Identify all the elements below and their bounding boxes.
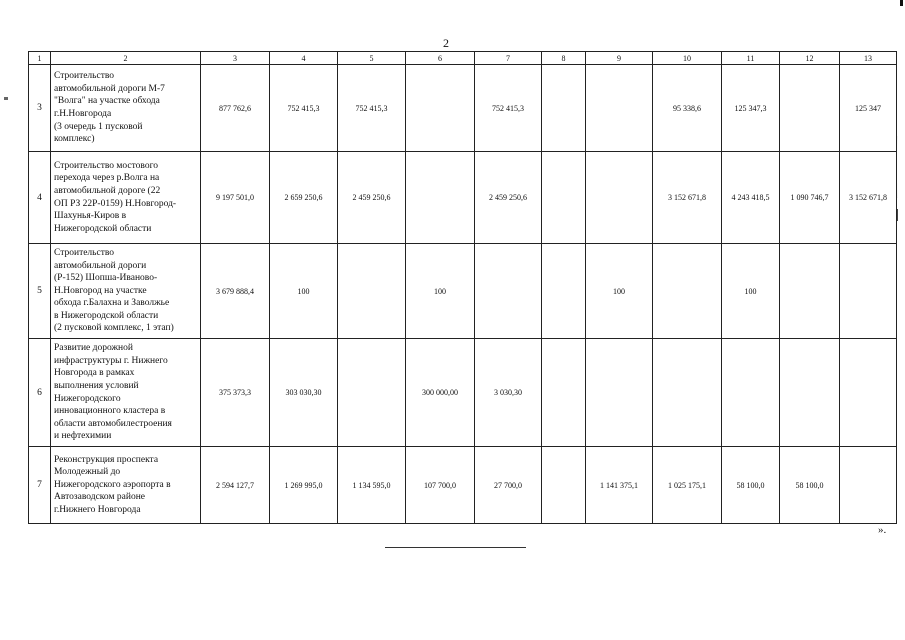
row-number: 3 (29, 65, 51, 152)
column-number: 9 (586, 52, 653, 65)
column-number: 10 (653, 52, 722, 65)
table-cell: 877 762,6 (201, 65, 270, 152)
table-cell: 3 152 671,8 (840, 152, 897, 244)
table-cell: 100 (722, 244, 780, 339)
column-number: 3 (201, 52, 270, 65)
table-cell: 2 459 250,6 (338, 152, 406, 244)
table-cell (780, 244, 840, 339)
table-cell (586, 65, 653, 152)
table-cell (840, 244, 897, 339)
table-row (29, 447, 897, 524)
table-cell: 125 347 (840, 65, 897, 152)
table-cell (338, 339, 406, 447)
table-cell: 95 338,6 (653, 65, 722, 152)
column-number: 5 (338, 52, 406, 65)
table-cell (542, 447, 586, 524)
table-cell: 1 025 175,1 (653, 447, 722, 524)
project-name: Строительство автомобильной дороги М-7 "Волга" на участке обхода г.Н.Новгорода (3 очередь 1 пусковой комплекс) (51, 65, 201, 152)
project-name: Строительство автомобильной дороги (Р-152) Шопша-Иваново- Н.Новгород на участке обхода г.Балахна и Заволжье в Нижегородской области (2 пусковой комплекс, 1 этап) (51, 244, 201, 339)
table-cell: 9 197 501,0 (201, 152, 270, 244)
header-row (29, 52, 897, 65)
table-cell: 1 269 995,0 (270, 447, 338, 524)
table-cell: 752 415,3 (270, 65, 338, 152)
column-number: 8 (542, 52, 586, 65)
page-number: 2 (443, 36, 449, 50)
table-cell (653, 244, 722, 339)
column-number: 1 (29, 52, 51, 65)
table-cell (542, 152, 586, 244)
table-cell: 2 459 250,6 (475, 152, 542, 244)
project-name: Развитие дорожной инфраструктуры г. Нижнего Новгорода в рамках выполнения условий Нижегородского инновационного кластера в области автомобилестроения и нефтехимии (51, 339, 201, 447)
table-cell (475, 244, 542, 339)
column-number: 13 (840, 52, 897, 65)
table-cell: 300 000,00 (406, 339, 475, 447)
table-cell: 100 (270, 244, 338, 339)
table-cell (586, 339, 653, 447)
table-cell: 1 134 595,0 (338, 447, 406, 524)
table-cell: 303 030,30 (270, 339, 338, 447)
table-cell: 752 415,3 (475, 65, 542, 152)
table-cell (406, 65, 475, 152)
table-cell: 125 347,3 (722, 65, 780, 152)
scan-mark-icon (900, 0, 903, 6)
table-row (29, 339, 897, 447)
project-name: Реконструкция проспекта Молодежный до Нижегородского аэропорта в Автозаводском районе г.Нижнего Новгорода (51, 447, 201, 524)
table-cell: 3 679 888,4 (201, 244, 270, 339)
table-cell: 100 (586, 244, 653, 339)
row-number: 7 (29, 447, 51, 524)
scan-mark-icon (4, 97, 8, 100)
table-cell (542, 339, 586, 447)
table-cell: 58 100,0 (780, 447, 840, 524)
column-number: 6 (406, 52, 475, 65)
column-number: 7 (475, 52, 542, 65)
table-cell: 3 030,30 (475, 339, 542, 447)
table-cell (542, 65, 586, 152)
bracket-mark-icon (897, 209, 900, 221)
row-number: 4 (29, 152, 51, 244)
table-cell: 58 100,0 (722, 447, 780, 524)
table-row (29, 65, 897, 152)
table-cell (586, 152, 653, 244)
project-name: Строительство мостового перехода через р.Волга на автомобильной дороге (22 ОП РЗ 22Р-0159) Н.Новгород- Шахунья-Киров в Нижегородской области (51, 152, 201, 244)
table-cell (840, 339, 897, 447)
table-cell (780, 65, 840, 152)
column-number: 2 (51, 52, 201, 65)
table-cell: 3 152 671,8 (653, 152, 722, 244)
table-cell: 752 415,3 (338, 65, 406, 152)
column-number: 11 (722, 52, 780, 65)
row-number: 6 (29, 339, 51, 447)
row-number: 5 (29, 244, 51, 339)
table-cell (722, 339, 780, 447)
table-cell: 4 243 418,5 (722, 152, 780, 244)
table-cell (780, 339, 840, 447)
column-number: 12 (780, 52, 840, 65)
footer-rule (385, 547, 526, 548)
table-cell: 2 659 250,6 (270, 152, 338, 244)
table-cell: 2 594 127,7 (201, 447, 270, 524)
budget-table (28, 51, 897, 524)
table-row (29, 152, 897, 244)
table-cell (406, 152, 475, 244)
table-cell: 107 700,0 (406, 447, 475, 524)
table-cell: 1 090 746,7 (780, 152, 840, 244)
table-cell (338, 244, 406, 339)
table-cell: 1 141 375,1 (586, 447, 653, 524)
table-row (29, 244, 897, 339)
table-cell: 375 373,3 (201, 339, 270, 447)
table-cell (542, 244, 586, 339)
closing-quote: ». (878, 524, 887, 536)
column-number: 4 (270, 52, 338, 65)
table-cell (840, 447, 897, 524)
table-cell (653, 339, 722, 447)
table-cell: 100 (406, 244, 475, 339)
table-cell: 27 700,0 (475, 447, 542, 524)
